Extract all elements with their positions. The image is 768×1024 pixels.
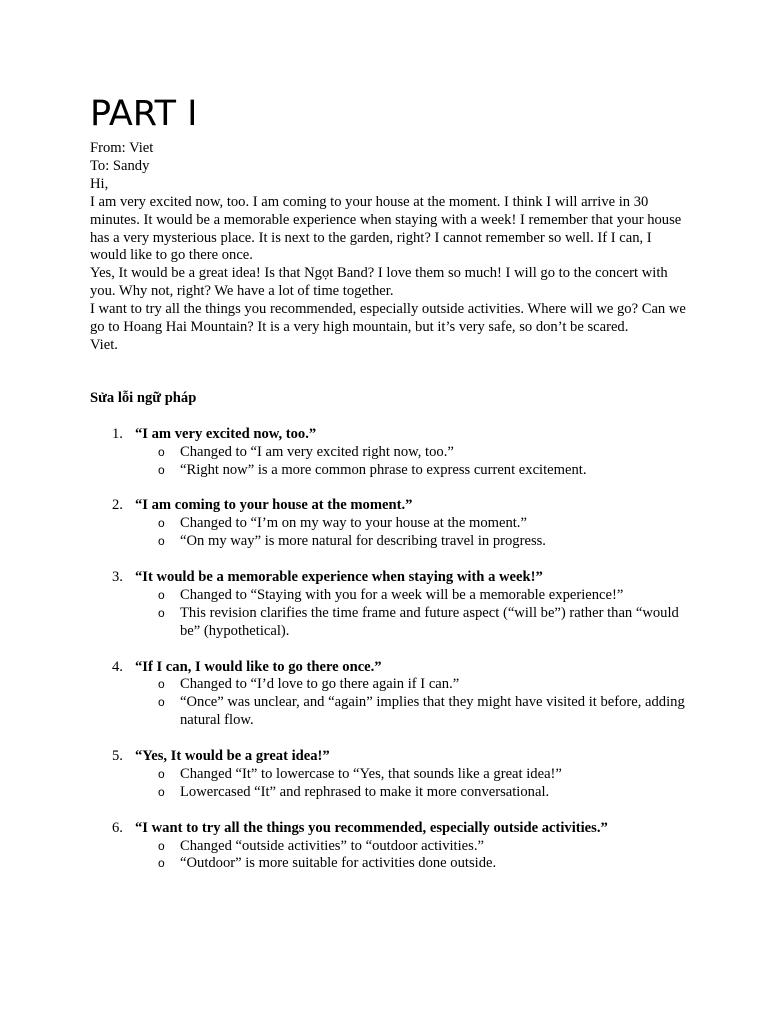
- correction-notes: [90, 444, 690, 480]
- note-text: “Outdoor” is more suitable for activities done outside.: [180, 855, 497, 872]
- letter-paragraph: I want to try all the things you recommended, especially outside activities. Where will we go? Can we go to Hoang Hai Mountain? It is a very high mountain, but it’s very safe, so don’t be scared.: [90, 301, 686, 336]
- correction-note: [90, 533, 690, 551]
- correction-notes: [90, 515, 690, 551]
- correction-item: [90, 497, 690, 551]
- letter-to: To: Sandy: [90, 157, 150, 174]
- note-text: Changed to “Staying with you for a week will be a memorable experience!”: [180, 586, 624, 603]
- note-text: Changed “outside activities” to “outdoor activities.”: [180, 837, 484, 854]
- correction-item: [90, 569, 690, 641]
- letter-greeting: Hi,: [90, 175, 109, 192]
- correction-note: [90, 444, 690, 462]
- correction-number: 6.: [112, 819, 123, 836]
- correction-note: [90, 515, 690, 533]
- corrections-list: [90, 426, 690, 874]
- correction-quote: “I want to try all the things you recommended, especially outside activities.”: [135, 819, 608, 836]
- correction-item: [90, 748, 690, 802]
- correction-notes: [90, 766, 690, 802]
- bullet-icon: o: [158, 587, 165, 602]
- note-text: Lowercased “It” and rephrased to make it more conversational.: [180, 783, 550, 800]
- note-text: Changed “It” to lowercase to “Yes, that sounds like a great idea!”: [180, 765, 562, 782]
- document-page: [90, 92, 690, 891]
- note-text: This revision clarifies the time frame and future aspect (“will be”) rather than “would be” (hypothetical).: [180, 604, 679, 639]
- note-text: “On my way” is more natural for describing travel in progress.: [180, 533, 546, 550]
- letter-signature: Viet.: [90, 336, 118, 353]
- note-text: “Once” was unclear, and “again” implies that they might have visited it before, adding natural flow.: [180, 694, 685, 729]
- bullet-icon: o: [158, 516, 165, 531]
- bullet-icon: o: [158, 784, 165, 799]
- correction-number: 3.: [112, 569, 123, 585]
- correction-number: 1.: [112, 425, 123, 442]
- bullet-icon: o: [158, 444, 165, 459]
- correction-item: [90, 426, 690, 480]
- bullet-icon: o: [158, 462, 165, 477]
- correction-number: 5.: [112, 748, 123, 765]
- bullet-icon: o: [158, 766, 165, 781]
- section-heading: Sửa lỗi ngữ pháp: [90, 389, 197, 406]
- bullet-icon: o: [158, 605, 165, 620]
- correction-note: [90, 676, 690, 694]
- correction-item: [90, 659, 690, 731]
- correction-quote: “Yes, It would be a great idea!”: [135, 748, 330, 765]
- correction-item: [90, 820, 690, 874]
- correction-notes: [90, 676, 690, 730]
- correction-quote: “I am very excited now, too.”: [135, 425, 317, 442]
- letter-from: From: Viet: [90, 140, 154, 156]
- correction-note: [90, 784, 690, 802]
- letter-paragraph: I am very excited now, too. I am coming to your house at the moment. I think I will arrive in 30 minutes. It would be a memorable experience when staying with a week! I remember that your house has a very mysterious place. It is next to the garden, right? I cannot remember so well. If I can, I would like to go there once.: [90, 193, 682, 264]
- correction-note: [90, 587, 690, 605]
- correction-note: [90, 694, 690, 730]
- correction-notes: [90, 838, 690, 874]
- correction-note: [90, 462, 690, 480]
- note-text: Changed to “I’d love to go there again if I can.”: [180, 676, 460, 693]
- bullet-icon: o: [158, 856, 165, 871]
- note-text: Changed to “I am very excited right now, too.”: [180, 443, 454, 460]
- correction-quote: “If I can, I would like to go there once.”: [135, 658, 382, 675]
- part-title: PART I: [90, 94, 198, 134]
- bullet-icon: o: [158, 534, 165, 549]
- bullet-icon: o: [158, 838, 165, 853]
- correction-note: [90, 766, 690, 784]
- correction-quote: “I am coming to your house at the moment.”: [135, 497, 413, 514]
- correction-number: 4.: [112, 658, 123, 675]
- correction-number: 2.: [112, 497, 123, 514]
- correction-note: [90, 855, 690, 873]
- correction-note: [90, 605, 690, 641]
- letter-paragraph: Yes, It would be a great idea! Is that Ngọt Band? I love them so much! I will go to the concert with you. Why not, right? We have a lot of time together.: [90, 265, 668, 300]
- correction-quote: “It would be a memorable experience when staying with a week!”: [135, 569, 543, 585]
- letter-body: [90, 140, 690, 355]
- correction-note: [90, 838, 690, 856]
- bullet-icon: o: [158, 677, 165, 692]
- note-text: “Right now” is a more common phrase to express current excitement.: [180, 461, 587, 478]
- note-text: Changed to “I’m on my way to your house at the moment.”: [180, 515, 527, 532]
- correction-notes: [90, 587, 690, 641]
- bullet-icon: o: [158, 695, 165, 710]
